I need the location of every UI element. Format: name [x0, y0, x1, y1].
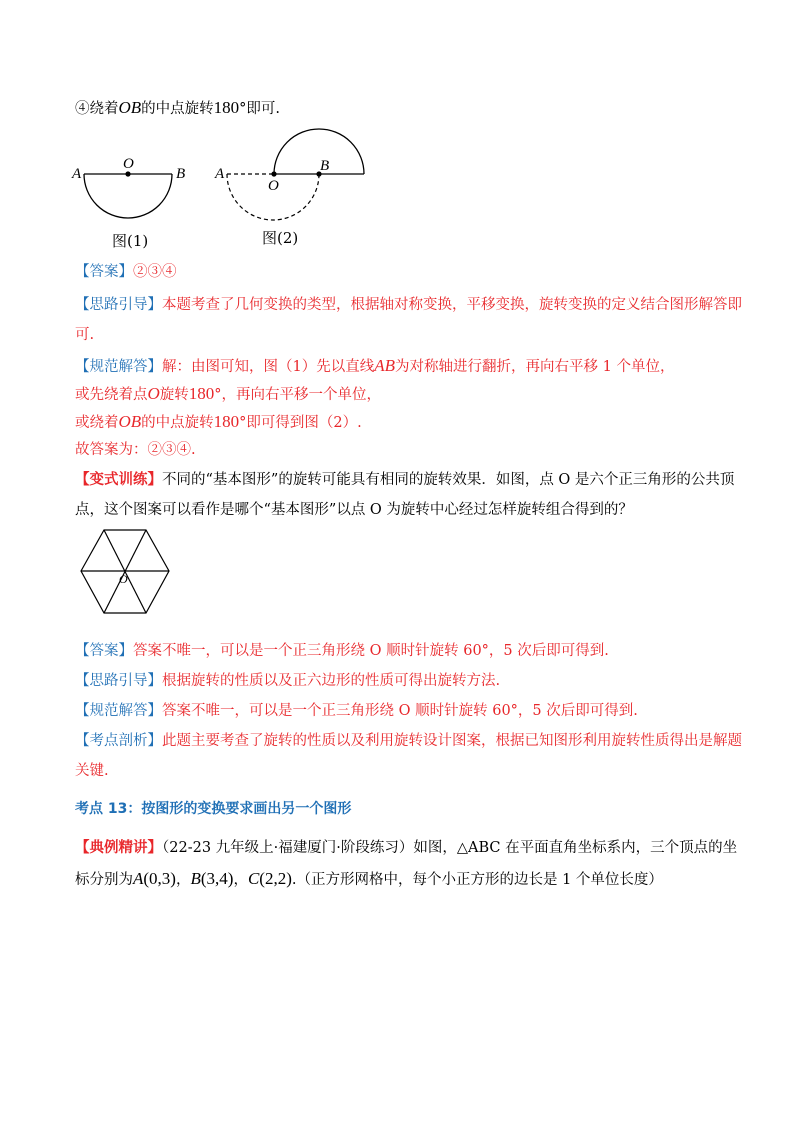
- math-var: O: [147, 384, 160, 403]
- tag: 【典例精讲】: [75, 839, 162, 856]
- point-c: C: [247, 869, 260, 888]
- guide-1-line-1: [75, 295, 742, 315]
- math-var: AB: [374, 356, 396, 375]
- label-o: O: [268, 178, 279, 194]
- hexagon-figure: [80, 527, 170, 619]
- solution-1-line-2: [75, 384, 381, 405]
- text: 本题考查了几何变换的类型，根据轴对称变换，平移变换，旋转变换的定义结合图形解答即: [162, 297, 742, 313]
- example-line-1: [75, 838, 737, 858]
- answer-1: [75, 262, 177, 282]
- text: 不同的“基本图形”的旋转可能具有相同的旋转效果．如图，点 O 是六个正三角形的公共顶: [162, 472, 735, 488]
- solution-1-line-1: [75, 356, 674, 377]
- math-num: 180: [188, 384, 215, 403]
- coord-b: (3,4): [200, 869, 234, 888]
- tag: 【规范解答】: [75, 703, 162, 719]
- semicircle-arc: [84, 174, 172, 218]
- figure-1-caption: 图(1): [112, 232, 149, 250]
- text: °即可得到图（2）.: [239, 415, 362, 431]
- solution-1-line-4: 故答案为：②③④.: [75, 442, 196, 458]
- source: （22-23 九年级上·福建厦门·阶段练习）: [162, 840, 414, 856]
- text: 的中点旋转: [141, 415, 214, 431]
- tag: 【思路引导】: [75, 673, 162, 689]
- text: °即可.: [239, 101, 281, 117]
- math-var: OB: [118, 412, 142, 431]
- label-a: A: [215, 166, 225, 182]
- math-num: 180: [213, 98, 240, 117]
- math-var: OB: [118, 98, 142, 117]
- text: 标分别为: [75, 872, 133, 888]
- point-a: A: [133, 869, 144, 888]
- section-heading: 考点 13：按图形的变换要求画出另一个图形: [75, 801, 352, 817]
- statement-line-4: [75, 98, 280, 119]
- text: 的中点旋转: [141, 101, 214, 117]
- text: 答案不唯一，可以是一个正三角形绕 O 顺时针旋转 60°，5 次后即可得到.: [162, 703, 638, 719]
- text: ④绕着: [75, 101, 119, 117]
- tag: 【答案】: [75, 264, 133, 280]
- analysis-line-1: [75, 731, 742, 751]
- tag: 【规范解答】: [75, 359, 162, 375]
- math-num: 180: [213, 412, 240, 431]
- variant-line-2: 点，这个图案可以看作是哪个“基本图形”以点 O 为旋转中心经过怎样旋转组合得到的？: [75, 502, 633, 518]
- point-o: [271, 171, 276, 176]
- text: .（正方形网格中，每个小正方形的边长是 1 个单位长度）: [291, 872, 663, 888]
- tag: 【变式训练】: [75, 471, 162, 488]
- label-o: O: [123, 156, 134, 172]
- text: 解：由图可知，图（1）先以直线: [162, 359, 375, 375]
- text: 为对称轴进行翻折，再向右平移 1 个单位，: [395, 359, 675, 375]
- tag: 【思路引导】: [75, 297, 162, 313]
- text: 如图，△ABC 在平面直角坐标系内，三个顶点的坐: [413, 840, 738, 856]
- solution-1-line-3: [75, 412, 362, 433]
- coord-a: (0,3): [143, 869, 176, 888]
- guide-1-line-2: 可.: [75, 327, 95, 343]
- text: 旋转: [159, 387, 189, 403]
- text: 或先绕着点: [75, 387, 148, 403]
- answer-2: [75, 641, 609, 661]
- text: 根据旋转的性质以及正六边形的性质可得出旋转方法.: [162, 673, 501, 689]
- label-a: A: [72, 166, 82, 182]
- upper-semicircle: [274, 129, 364, 174]
- variant-line-1: [75, 470, 734, 490]
- text: 此题主要考查了旋转的性质以及利用旋转设计图案，根据已知图形利用旋转性质得出是解题: [162, 733, 742, 749]
- point-o: [125, 171, 130, 176]
- tag: 【考点剖析】: [75, 733, 162, 749]
- answer-text: ②③④: [133, 264, 177, 280]
- text: 或绕着: [75, 415, 119, 431]
- solution-2: [75, 701, 638, 721]
- point-b: B: [190, 869, 201, 888]
- figure-2-caption: 图(2): [262, 229, 299, 247]
- label-b: B: [320, 158, 330, 174]
- analysis-line-2: 关键.: [75, 763, 109, 779]
- guide-2: [75, 671, 500, 691]
- coord-c: (2,2): [259, 869, 292, 888]
- tag: 【答案】: [75, 643, 133, 659]
- answer-text: 答案不唯一，可以是一个正三角形绕 O 顺时针旋转 60°，5 次后即可得到.: [133, 643, 609, 659]
- example-line-2: 标分别为A(0,3)，B(3,4)，C(2,2).（正方形网格中，每个小正方形的边长是 1 个单位长度）: [75, 869, 663, 888]
- text: °，再向右平移一个单位，: [214, 387, 382, 403]
- label-b: B: [176, 166, 186, 182]
- label-o: O: [119, 572, 128, 586]
